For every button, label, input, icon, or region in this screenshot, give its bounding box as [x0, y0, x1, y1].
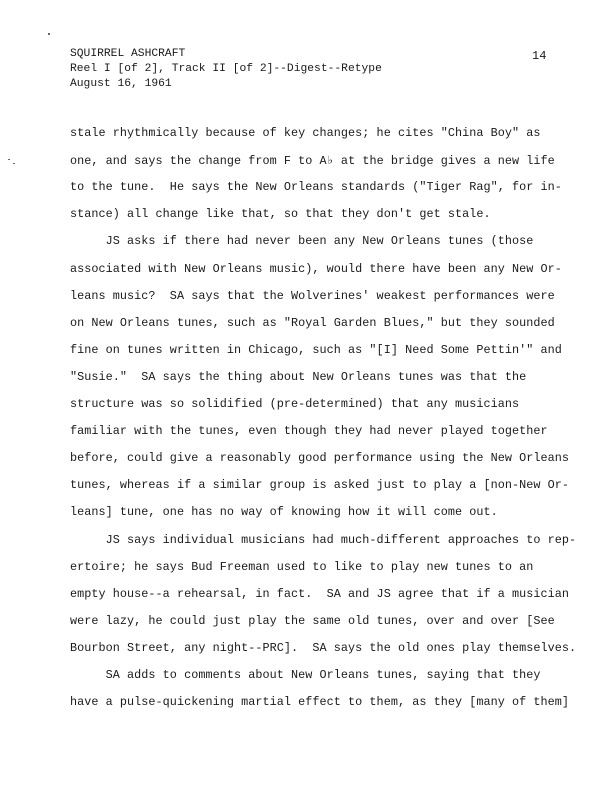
body-line: stale rhythmically because of key changes; he cites "China Boy" as	[70, 126, 541, 140]
body-line: leans music? SA says that the Wolverines' weakest performances were	[70, 288, 555, 303]
scan-speck	[8, 159, 10, 160]
body-line: before, could give a reasonably good performance using the New Orleans	[70, 451, 570, 466]
body-line: stance) all change like that, so that they don't get stale.	[70, 207, 491, 222]
header-reel-track: Reel I [of 2], Track II [of 2]--Digest--Retype	[70, 63, 382, 75]
body-line: leans] tune, one has no way of knowing how it will come out.	[70, 505, 498, 520]
body-line: JS asks if there had never been any New Orleans tunes (those	[70, 234, 534, 249]
document-header	[70, 47, 382, 92]
body-line: SA adds to comments about New Orleans tunes, saying that they	[70, 668, 541, 682]
body-line: structure was so solidified (pre-determined) that any musicians	[70, 397, 520, 411]
body-line: empty house--a rehearsal, in fact. SA and JS agree that if a musician	[70, 586, 570, 601]
header-date: August 16, 1961	[70, 78, 172, 90]
page-number: 14	[532, 49, 547, 63]
body-line: "Susie." SA says the thing about New Orleans tunes was that the	[70, 369, 527, 384]
body-line: to the tune. He says the New Orleans standards ("Tiger Rag", for in-	[70, 180, 562, 195]
body-line: JS says individual musicians had much-different approaches to rep-	[70, 532, 577, 547]
body-line: associated with New Orleans music), would there have been any New Or-	[70, 261, 562, 276]
body-line: were lazy, he could just play the same old tunes, over and over [See	[70, 613, 555, 628]
scan-speck	[13, 163, 15, 164]
body-line: tunes, whereas if a similar group is asked just to play a [non-New Or-	[70, 478, 570, 493]
body-line: on New Orleans tunes, such as "Royal Garden Blues," but they sounded	[70, 315, 555, 330]
body-line: have a pulse-quickening martial effect to them, as they [many of them]	[70, 695, 570, 710]
body-line: Bourbon Street, any night--PRC]. SA says the old ones play themselves.	[70, 640, 577, 655]
header-title: SQUIRREL ASHCRAFT	[70, 48, 186, 60]
body-line: ertoire; he says Bud Freeman used to like to play new tunes to an	[70, 559, 534, 574]
body-line: familiar with the tunes, even though they had never played together	[70, 424, 548, 439]
body-line: fine on tunes written in Chicago, such as "[I] Need Some Pettin'" and	[70, 342, 562, 357]
body-line: one, and says the change from F to A♭ at the bridge gives a new life	[70, 154, 555, 169]
scan-speck	[48, 33, 50, 35]
